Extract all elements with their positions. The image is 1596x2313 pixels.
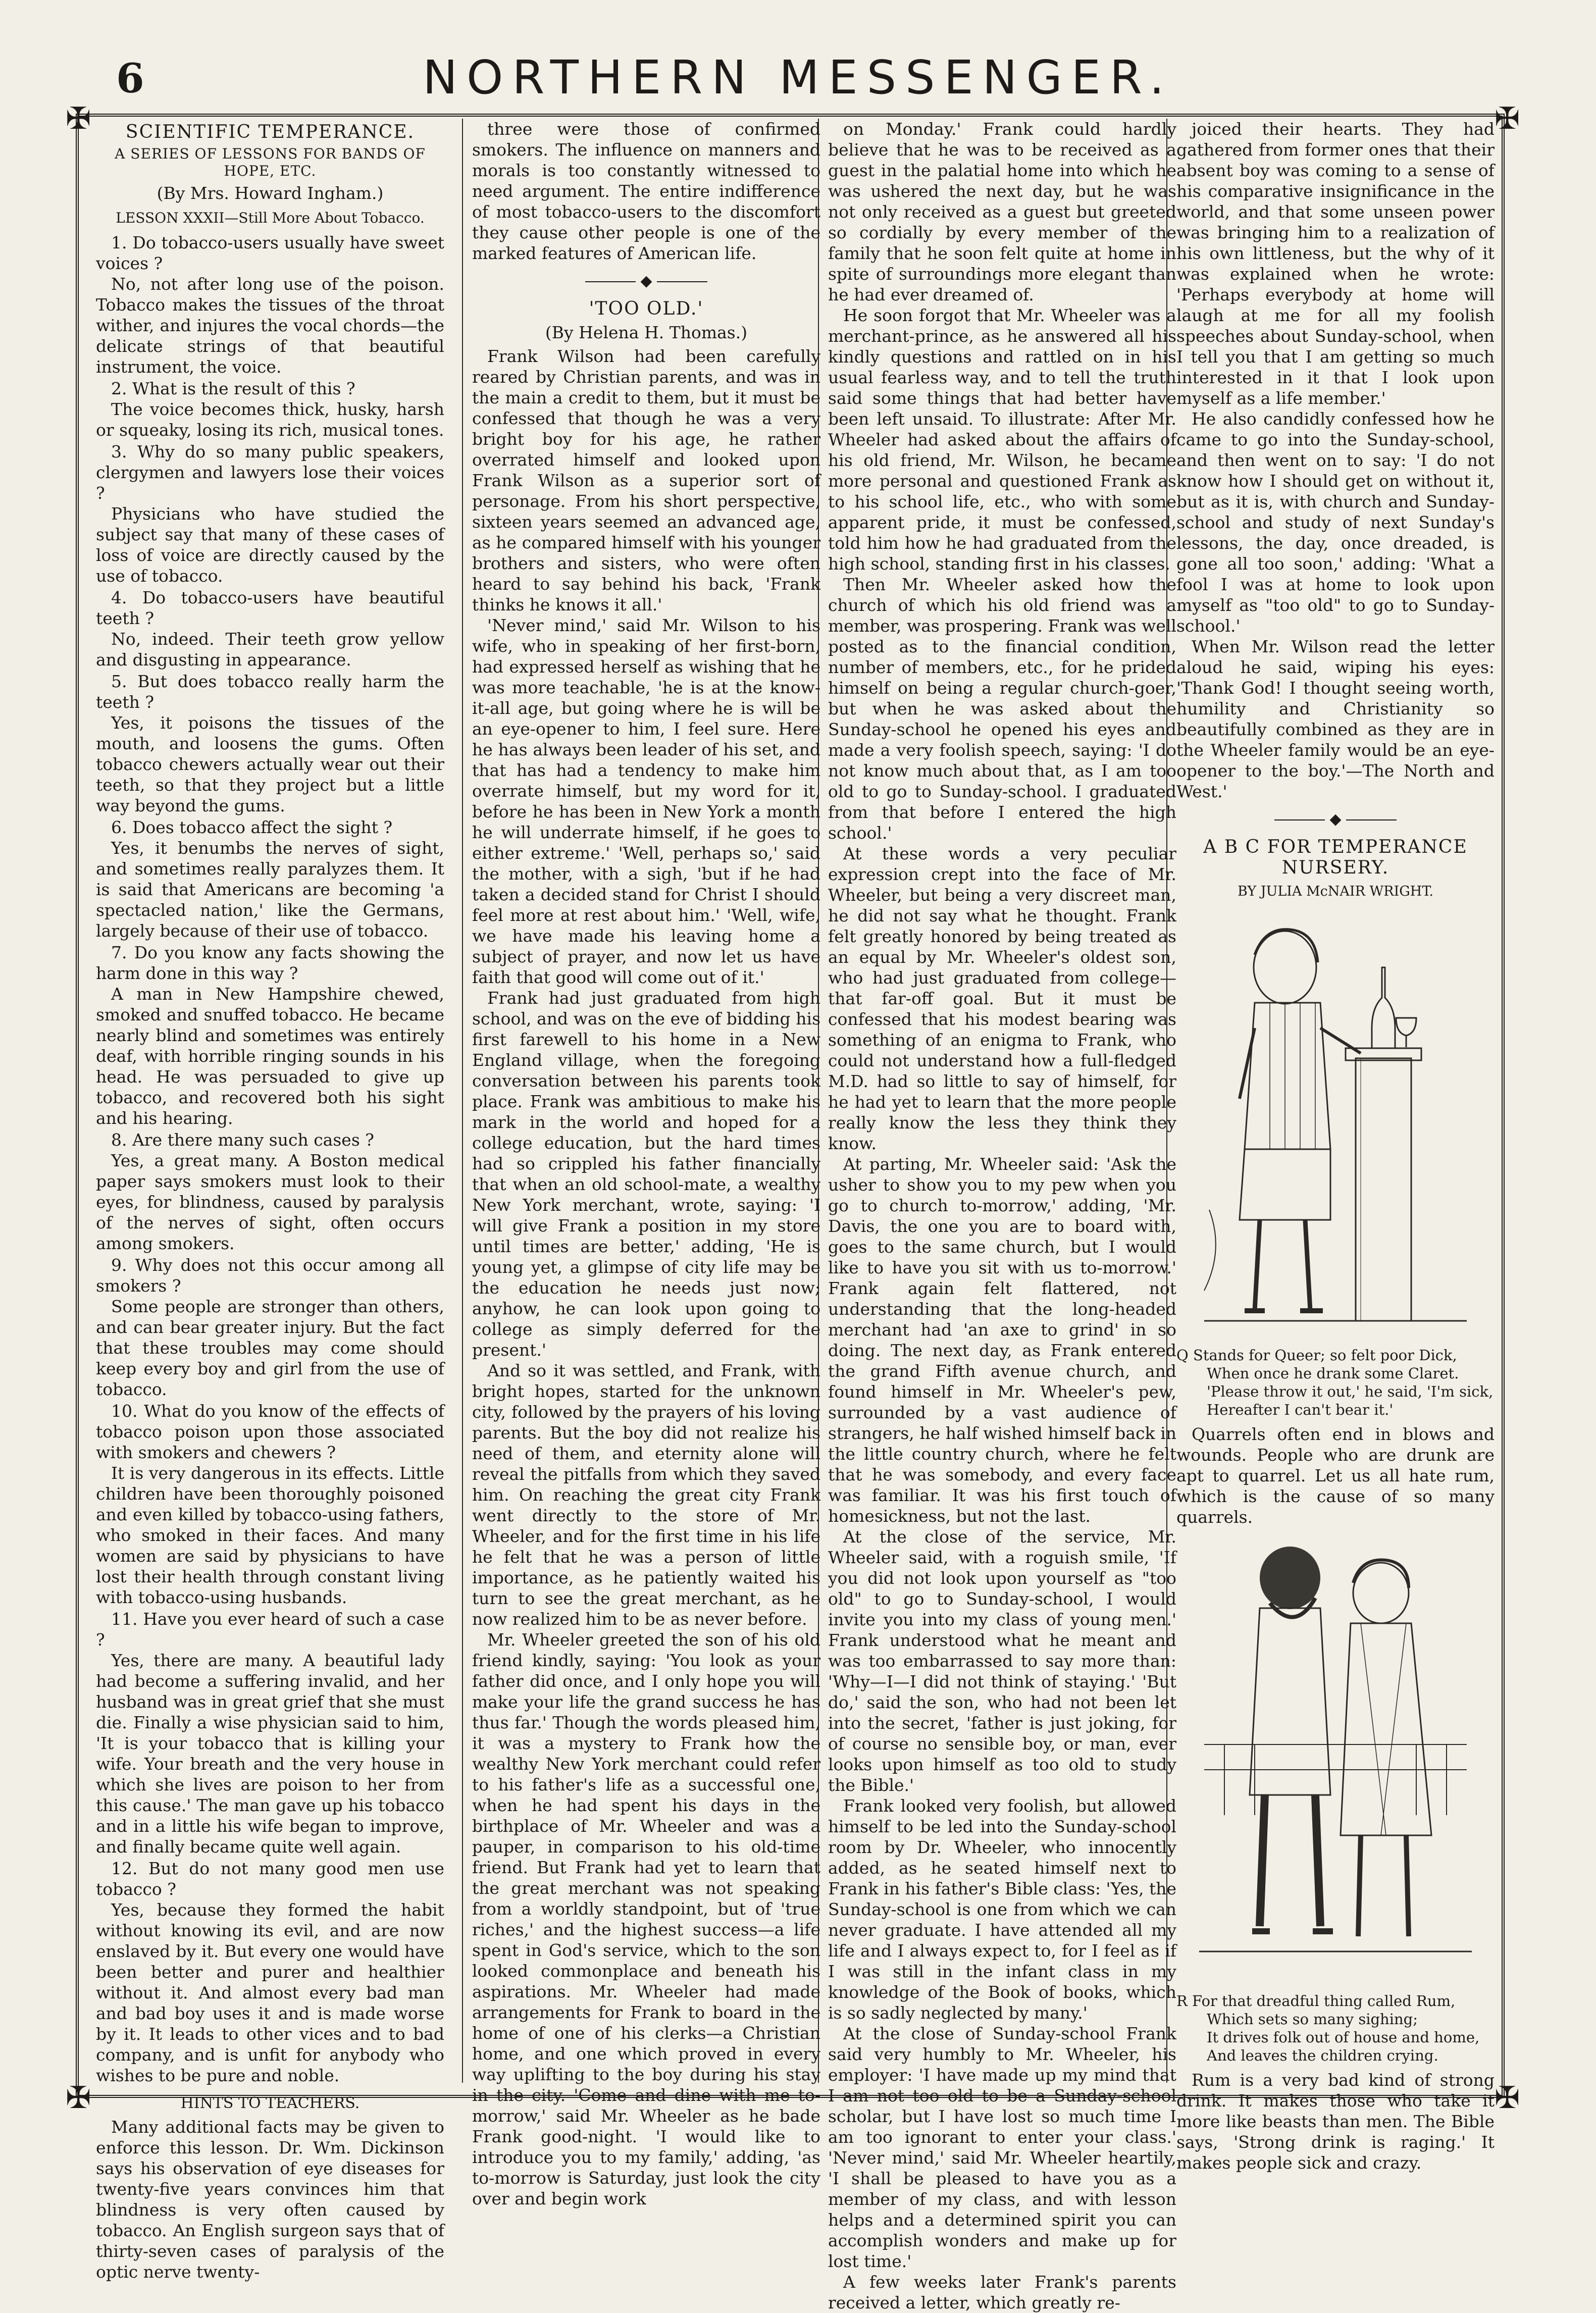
paragraph: Frank looked very foolish, but allowed himself to be led into the Sunday-school room by Dr. Wheeler, who innocently added, as he seated himself next to Frank in his father's Bible class: 'Yes, the Sunday-school is one from which we can never graduate. I have attended all my life and I always expect to, for I feel as if I was still in the infant class in my knowledge of the Book of books, which is so sadly neglected by many.' <box>828 1796 1176 2023</box>
lesson-answer: Yes, because they formed the habit without knowing its evil, and are now enslaved by it. But every one would have been better and purer and healthier without it. And almost every bad man and bad boy uses it and is made worse by it. It leads to other vices and to bad company, and is unfit for anybody who wishes to be pure and noble. <box>96 1900 444 2085</box>
paragraph: Rum is a very bad kind of strong drink. It makes those who take it more like beasts than men. The Bible says, 'Strong drink is raging.' It makes people sick and crazy. <box>1176 2070 1495 2173</box>
column-3 <box>828 119 1176 2312</box>
rhyme-line: Hereafter I can't bear it.' <box>1207 1401 1394 1418</box>
crying-children-illustration <box>1194 1532 1477 1987</box>
paragraph: At parting, Mr. Wheeler said: 'Ask the usher to show you to my pew when you go to church to-morrow,' adding, 'Mr. Davis, the one you are to board with, goes to the same church, but I would like to have you sit with us to-morrow.' Frank again felt flattered, not understanding that the long-headed merchant had 'an axe to grind' in so doing. The next day, as Frank entered the grand Fifth avenue church, and found himself in Mr. Wheeler's pew, surrounded by a vast audience of strangers, he half wished himself back in the little country church, where he felt that he was somebody, and every face was familiar. It was his first touch of homesickness, but not the last. <box>828 1154 1176 1526</box>
paragraph: Then Mr. Wheeler asked how the church of which his old friend was a member, was prospering. Frank was well posted as to the financial condition, number of members, etc., for he prided himself on being a regular church-goer, but when he was asked about the Sunday-school he opened his eyes and made a very foolish speech, saying: 'I do not know much about that, as I am too old to go to Sunday-school. I graduated from that before I entered the high school.' <box>828 575 1176 843</box>
paragraph: He also candidly confessed how he came to go into the Sunday-school, and then went on to say: 'I do not know how I should get on without it, but as it is, with church and Sunday-school and study of next Sunday's lessons, the day, once dreaded, is gone all too soon,' adding: 'What a fool I was at home to look upon myself as "too old" to go to Sunday-school.' <box>1176 409 1495 636</box>
column-2 <box>472 119 820 2208</box>
paragraph: He soon forgot that Mr. Wheeler was a merchant-prince, as he answered all his kindly questions and rattled on in his usual fearless way, and to tell the truth said some things that had better have been left unsaid. To illustrate: After Mr. Wheeler had asked about the affairs of his old friend, Mr. Wilson, he became more personal and questioned Frank as to his school life, etc., who with some apparent pride, it must be confessed, told him how he had graduated from the high school, standing first in his classes. <box>828 305 1176 574</box>
lesson-answer: No, indeed. Their teeth grow yellow and disgusting in appearance. <box>96 629 444 670</box>
boy-with-wine-illustration <box>1194 907 1477 1341</box>
hints-heading: HINTS TO TEACHERS. <box>180 2094 360 2112</box>
paragraph: Quarrels often end in blows and wounds. People who are drunk are apt to quarrel. Let us all hate rum, which is the cause of so many quarrels. <box>1176 1424 1495 1527</box>
lesson-question: 10. What do you know of the effects of tobacco poison upon those associated with smokers and chewers ? <box>96 1401 444 1462</box>
rhyme-line: When once he drank some Claret. <box>1207 1365 1459 1382</box>
page-number: 6 <box>116 55 144 102</box>
lesson-question: 11. Have you ever heard of such a case ? <box>96 1609 444 1650</box>
lesson-question: 12. But do not many good men use tobacco ? <box>96 1859 444 1899</box>
article-title: 'TOO OLD.' <box>589 298 704 319</box>
masthead: NORTHERN MESSENGER. <box>423 50 1173 105</box>
lesson-question: 6. Does tobacco affect the sight ? <box>111 817 393 837</box>
paragraph: At the close of the service, Mr. Wheeler said, with a roguish smile, 'If you did not look upon yourself as "too old" to go to Sunday-school, I would invite you into my class of young men.' Frank understood what he meant and was too embarrassed to say more than: 'Why—I—I did not think of staying.' 'But do,' said the son, who had not been let into the secret, 'father is just joking, for of course no sensible boy, or man, ever looks upon himself as too old to study the Bible.' <box>828 1527 1176 1795</box>
lesson-question: 5. But does tobacco really harm the teeth ? <box>96 672 444 712</box>
article-title: A B C FOR TEMPERANCE NURSERY. <box>1203 837 1468 878</box>
lesson-answer: No, not after long use of the poison. Tobacco makes the tissues of the throat wither, and injures the vocal chords—the delicate strings of that beautiful instrument, the voice. <box>96 274 444 377</box>
paragraph: three were those of confirmed smokers. The influence on manners and morals is too constantly witnessed to need argument. The entire indifference of most tobacco-users to the discomfort they cause other people is one of the marked features of American life. <box>472 119 820 263</box>
lesson-answer: It is very dangerous in its effects. Little children have been thoroughly poisoned and even killed by tobacco-using fathers, who smoked in their faces. And many women are said by physicians to have lost their health through constant living with tobacco-using husbands. <box>96 1463 444 1607</box>
rhyme-line: And leaves the children crying. <box>1207 2047 1438 2064</box>
column-1 <box>96 119 444 2282</box>
column-rule <box>462 119 463 2083</box>
rhyme-r <box>1176 1992 1495 2065</box>
separator: ◆ <box>472 271 820 291</box>
paragraph: At the close of Sunday-school Frank said very humbly to Mr. Wheeler, his employer: 'I have made up my mind that I am not too old to be a Sunday-school scholar, but I have lost so much time I am too ignorant to enter your class.' 'Never mind,' said Mr. Wheeler heartily, 'I shall be pleased to have you as a member of my class, and with lesson helps and a determined spirit you can accomplish wonders and make up for lost time.' <box>828 2024 1176 2271</box>
byline: (By Mrs. Howard Ingham.) <box>157 183 384 203</box>
article-title: SCIENTIFIC TEMPERANCE. <box>125 122 415 142</box>
lesson-answer: Yes, it benumbs the nerves of sight, and sometimes really paralyzes them. It is said that Americans are becoming 'a spectacled nation,' like the Germans, largely because of their use of tobacco. <box>96 838 444 941</box>
lesson-answer: A man in New Hampshire chewed, smoked and snuffed tobacco. He became nearly blind and sometimes was entirely deaf, with horrible ringing sounds in his head. He was persuaded to give up tobacco, and recovered both his sight and his hearing. <box>96 984 444 1128</box>
byline: BY JULIA McNAIR WRIGHT. <box>1238 884 1433 899</box>
corner-ornament-icon: ✠ <box>1495 101 1520 136</box>
paragraph: When Mr. Wilson read the letter aloud he said, wiping his eyes: 'Thank God! I thought seeing worth, humility and Christianity so beautifully combined as they are in the Wheeler family would be an eye-opener to the boy.'—The North and West.' <box>1176 637 1495 801</box>
rhyme-line: 'Please throw it out,' he said, 'I'm sick, <box>1207 1383 1494 1400</box>
lesson-question: 7. Do you know any facts showing the harm done in this way ? <box>96 943 444 983</box>
lesson-question: 9. Why does not this occur among all smokers ? <box>96 1255 444 1296</box>
lesson-question: 4. Do tobacco-users have beautiful teeth ? <box>96 588 444 628</box>
paragraph: 'Never mind,' said Mr. Wilson to his wife, who in speaking of her first-born, had expressed herself as wishing that he was more teachable, 'he is at the know-it-all age, but going where he is will be an eye-opener to him, I feel sure. Here he has always been leader of his set, and that has had a tendency to make him overrate himself, but my word for it, before he has been in New York a month he will underrate himself, if he goes to either extreme.' 'Well, perhaps so,' said the mother, with a sigh, 'but if he had taken a decided stand for Christ I should feel more at rest about him.' 'Well, wife, we have made his leaving home a subject of prayer, and now let us have faith that good will come out of it.' <box>472 615 820 987</box>
lesson-answer: Some people are stronger than others, and can bear greater injury. But the fact that these troubles may come should keep every boy and girl from the use of tobacco. <box>96 1297 444 1399</box>
paragraph: Many additional facts may be given to enforce this lesson. Dr. Wm. Dickinson says his observation of eye diseases for twenty-five years convinces him that blindness is very often caused by tobacco. An English surgeon says that of thirty-seven cases of paralysis of the optic nerve twenty- <box>96 2117 444 2282</box>
lesson-answer: Physicians who have studied the subject say that many of these cases of loss of voice are directly caused by the use of tobacco. <box>96 504 444 586</box>
paragraph: Frank had just graduated from high school, and was on the eve of bidding his first farewell to his home in a New England village, when the foregoing conversation between his parents took place. Frank was ambitious to make his mark in the world and hoped for a college education, but the hard times had so crippled his father financially that when an old school-mate, a wealthy New York merchant, wrote, saying: 'I will give Frank a position in my store until times are better,' adding, 'He is young yet, a glimpse of city life may be the education he needs just now; anyhow, he can look upon going to college as simply deferred for the present.' <box>472 988 820 1360</box>
paragraph: And so it was settled, and Frank, with bright hopes, started for the unknown city, followed by the prayers of his loving parents. But the boy did not realize his need of them, and eternity alone will reveal the pitfalls from which they saved him. On reaching the great city Frank went directly to the store of Mr. Wheeler, and for the first time in his life he felt that he was a person of little importance, as he patiently waited his turn to see the great merchant, as he now realized him to be as never before. <box>472 1361 820 1629</box>
lesson-question: 8. Are there many such cases ? <box>111 1130 374 1150</box>
rhyme-line: Q Stands for Queer; so felt poor Dick, <box>1176 1347 1457 1364</box>
lesson-question: 1. Do tobacco-users usually have sweet voices ? <box>96 233 444 273</box>
lesson-heading: LESSON XXXII—Still More About Tobacco. <box>116 210 425 226</box>
lesson-question: 2. What is the result of this ? <box>111 379 355 398</box>
lesson-answer: Yes, it poisons the tissues of the mouth, and loosens the gums. Often tobacco chewers actually wear out their teeth, so that they project but a little way beyond the gums. <box>96 713 444 815</box>
paragraph: At these words a very peculiar expression crept into the face of Mr. Wheeler, but being a very discreet man, he did not say what he thought. Frank felt greatly honored by being treated as an equal by Mr. Wheeler's oldest son, who had just graduated from college—that far-off goal. But it must be confessed that his modest bearing was something of an enigma to Frank, who could not understand how a full-fledged M.D. had so little to say of himself, for he had yet to learn that the more people really know the less they think they know. <box>828 844 1176 1153</box>
paragraph: Frank Wilson had been carefully reared by Christian parents, and was in the main a credit to them, but it must be confessed that though he was a very bright boy for his age, he rather overrated himself and looked upon Frank Wilson as a superior sort of personage. From his short perspective, sixteen years seemed an advanced age, as he compared himself with his younger brothers and sisters, who were often heard to say behind his back, 'Frank thinks he knows it all.' <box>472 346 820 614</box>
page-header <box>116 45 1480 121</box>
column-4 <box>1176 119 1495 2173</box>
rhyme-line: Which sets so many sighing; <box>1207 2011 1418 2028</box>
rhyme-line: It drives folk out of house and home, <box>1207 2029 1480 2046</box>
corner-ornament-icon: ✠ <box>66 101 91 136</box>
byline: (By Helena H. Thomas.) <box>545 323 748 342</box>
rhyme-line: R For that dreadful thing called Rum, <box>1176 1992 1456 2010</box>
lesson-question: 3. Why do so many public speakers, clergymen and lawyers lose their voices ? <box>96 442 444 503</box>
paragraph: Mr. Wheeler greeted the son of his old friend kindly, saying: 'You look as your father did once, and I only hope you will make your life the grand success he has thus far.' Though the words pleased him, it was a mystery to Frank how the wealthy New York merchant could refer to his father's life as a successful one, when he had spent his days in the birthplace of Mr. Wheeler and was a pauper, in comparison to his old-time friend. But Frank had yet to learn that the great merchant was not speaking from a worldly standpoint, but of 'true riches,' and the highest success—a life spent in God's service, which to the son looked commonplace and beneath his aspirations. Mr. Wheeler had made arrangements for Frank to board in the home of one of his clerks—a Christian home, and one which proved in every way uplifting to the boy during his stay in the city. 'Come and dine with me to-morrow,' said Mr. Wheeler as he bade Frank good-night. 'I would like to introduce you to my family,' adding, 'as to-morrow is Saturday, just look the city over and begin work <box>472 1630 820 2208</box>
rhyme-q <box>1176 1346 1495 1419</box>
lesson-answer: The voice becomes thick, husky, harsh or squeaky, losing its rich, musical tones. <box>96 399 444 440</box>
separator: ◆ <box>1176 809 1495 830</box>
corner-ornament-icon: ✠ <box>66 2080 91 2116</box>
lesson-answer: Yes, a great many. A Boston medical paper says smokers must look to their eyes, for blindness, caused by paralysis of the nerves of sight, often occurs among smokers. <box>96 1151 444 1253</box>
qa-list <box>96 232 444 2086</box>
corner-ornament-icon: ✠ <box>1495 2080 1520 2116</box>
lesson-answer: Yes, there are many. A beautiful lady had become a suffering invalid, and her husband was in great grief that she must die. Finally a wise physician said to him, 'It is your tobacco that is killing your wife. Your breath and the very house in which she lives are poison to her from this cause.' The man gave up his tobacco and in a little his wife began to improve, and finally became quite well again. <box>96 1651 444 1857</box>
paragraph: joiced their hearts. They had gathered from former ones that their absent boy was coming to a sense of his comparative insignificance in the world, and that some unseen power was bringing him to a realization of his own littleness, but the why of it was explained when he wrote: 'Perhaps everybody at home will laugh at me for all my foolish speeches about Sunday-school, when I tell you that I am getting so much interested in it that I look upon myself as a life member.' <box>1176 119 1495 408</box>
article-subtitle: A SERIES OF LESSONS FOR BANDS OF HOPE, ETC. <box>115 145 426 179</box>
paragraph: on Monday.' Frank could hardly believe that he was to be received as a guest in the palatial home into which he was ushered the next day, but he was not only received as a guest but greeted so cordially by every member of the family that he soon felt quite at home in spite of surroundings more elegant than he had ever dreamed of. <box>828 119 1176 304</box>
paragraph: A few weeks later Frank's parents received a letter, which greatly re- <box>828 2272 1176 2312</box>
